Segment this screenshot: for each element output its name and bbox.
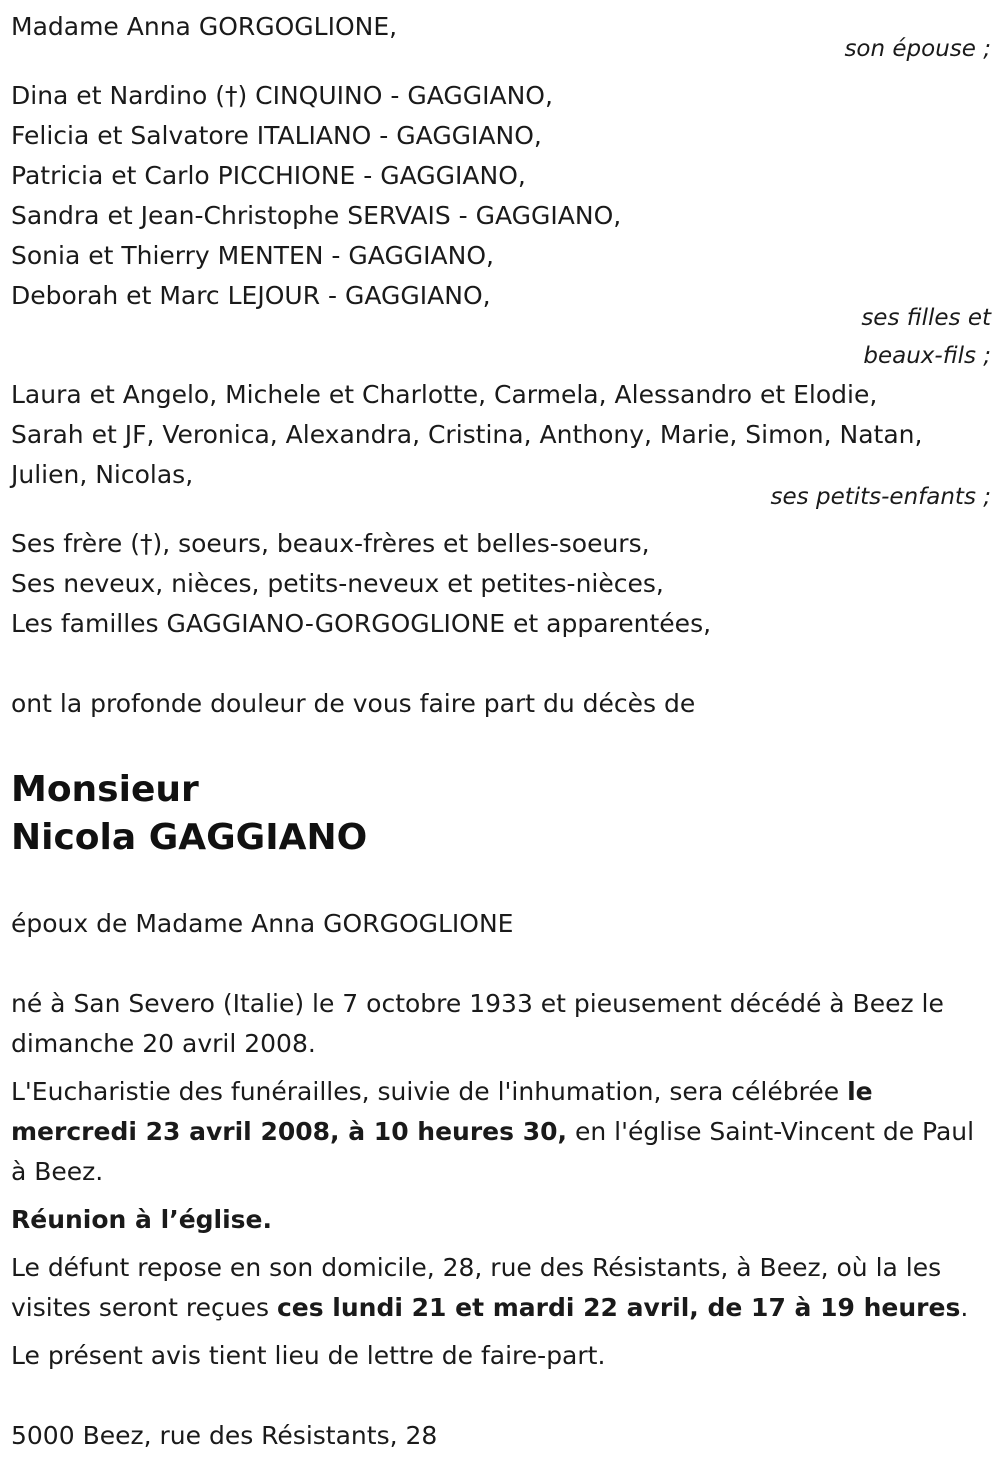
daughter-line: Sandra et Jean-Christophe SERVAIS - GAGGIANO, <box>11 201 622 230</box>
address-text: 5000 Beez, rue des Résistants, 28 <box>11 1421 438 1450</box>
funeral-text <box>11 1072 991 1192</box>
daughter-line: Deborah et Marc LEJOUR - GAGGIANO, <box>11 281 491 310</box>
relatives-line: Les familles GAGGIANO-GORGOGLIONE et apparentées, <box>11 609 712 638</box>
grandchildren-line: Julien, Nicolas, <box>11 460 194 489</box>
death-notice <box>11 7 991 1456</box>
daughter-line: Dina et Nardino (†) CINQUINO - GAGGIANO, <box>11 81 553 110</box>
visits-dates: ces lundi 21 et mardi 22 avril, de 17 à 19 heures <box>276 1293 961 1322</box>
funeral-date: le mercredi 23 avril 2008, à 10 heures 30, <box>11 1077 873 1146</box>
daughter-line: Patricia et Carlo PICCHIONE - GAGGIANO, <box>11 161 526 190</box>
relatives-line: Ses neveux, nièces, petits-neveux et petites-nièces, <box>11 569 664 598</box>
notice-text: Le présent avis tient lieu de lettre de faire-part. <box>11 1341 606 1370</box>
daughters-role-line2: beaux-fils ; <box>863 343 991 369</box>
daughter-line: Felicia et Salvatore ITALIANO - GAGGIANO, <box>11 121 542 150</box>
deceased-title: Monsieur <box>11 769 199 810</box>
grandchildren-list <box>11 375 991 495</box>
meeting-text: Réunion à l’église. <box>11 1205 273 1234</box>
spouse-name: Madame Anna GORGOGLIONE, <box>11 12 398 41</box>
birth-death-text: né à San Severo (Italie) le 7 octobre 1933 et pieusement décédé à Beez le dimanche 20 avril 2008. <box>11 989 944 1058</box>
funeral-text-before: L'Eucharistie des funérailles, suivie de l'inhumation, sera célébrée <box>11 1077 848 1106</box>
husband-of-text: époux de Madame Anna GORGOGLIONE <box>11 909 514 938</box>
daughter-line: Sonia et Thierry MENTEN - GAGGIANO, <box>11 241 494 270</box>
visits-text <box>11 1248 991 1328</box>
announcement-text: ont la profonde douleur de vous faire part du décès de <box>11 689 696 718</box>
deceased-name: Nicola GAGGIANO <box>11 817 368 858</box>
grandchildren-line: Sarah et JF, Veronica, Alexandra, Cristina, Anthony, Marie, Simon, Natan, <box>11 420 923 449</box>
daughters-list <box>11 76 991 316</box>
grandchildren-role: ses petits-enfants ; <box>770 484 991 510</box>
funeral-text-after: en l'église Saint-Vincent de Paul à Beez. <box>11 1117 975 1186</box>
grandchildren-line: Laura et Angelo, Michele et Charlotte, Carmela, Alessandro et Elodie, <box>11 380 878 409</box>
daughters-role-line1: ses filles et <box>861 305 991 331</box>
visits-text-before: Le défunt repose en son domicile, 28, rue des Résistants, à Beez, où la les visites seront reçues <box>11 1253 942 1322</box>
spouse-role: son épouse ; <box>844 36 991 62</box>
visits-text-after: . <box>960 1293 969 1322</box>
deceased-name-block <box>11 766 991 862</box>
relatives-line: Ses frère (†), soeurs, beaux-frères et belles-soeurs, <box>11 529 650 558</box>
relatives-list <box>11 524 991 644</box>
